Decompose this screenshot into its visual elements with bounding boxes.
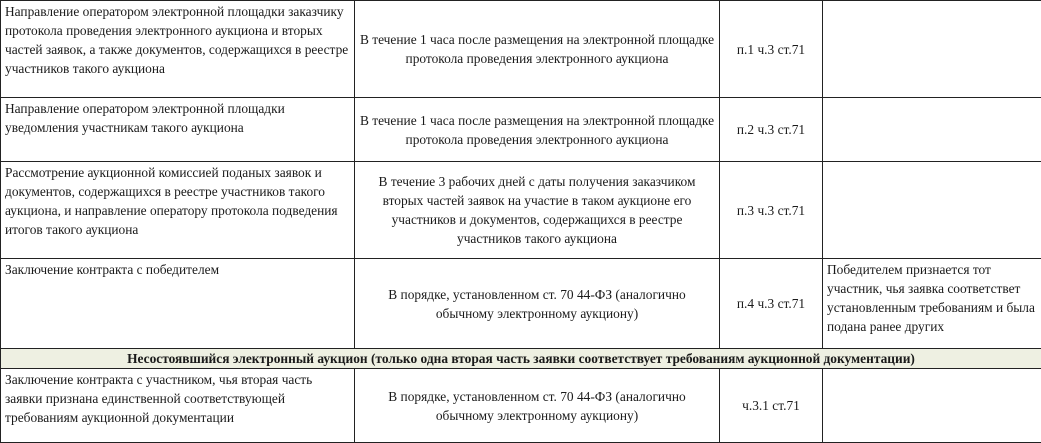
stage-cell: Направление оператором электронной площадки уведомления участникам такого аукциона <box>1 98 355 162</box>
note-cell <box>823 369 1041 443</box>
table-row <box>1 98 1041 162</box>
section-header: Несостоявшийся электронный аукцион (только одна вторая часть заявки соответствует требованиям аукционной документации) <box>1 349 1041 369</box>
law-reference-cell: ч.3.1 ст.71 <box>720 369 823 443</box>
table-row <box>1 1 1041 98</box>
law-reference-cell: п.3 ч.3 ст.71 <box>720 162 823 259</box>
law-reference-cell: п.2 ч.3 ст.71 <box>720 98 823 162</box>
deadline-cell: В порядке, установленном ст. 70 44-ФЗ (аналогично обычному электронному аукциону) <box>355 369 720 443</box>
deadline-cell: В течение 1 часа после размещения на электронной площадке протокола проведения электронного аукциона <box>355 1 720 98</box>
stage-cell: Рассмотрение аукционной комиссией поданых заявок и документов, содержащихся в реестре участников такого аукциона, и направление оператору протокола подведения итогов такого аукциона <box>1 162 355 259</box>
deadline-cell: В течение 1 часа после размещения на электронной площадке протокола проведения электронного аукциона <box>355 98 720 162</box>
table-row <box>1 162 1041 259</box>
stage-cell: Направление оператором электронной площадки заказчику протокола проведения электронного аукциона и вторых частей заявок, а также документов, содержащихся в реестре участников такого аукциона <box>1 1 355 98</box>
note-cell <box>823 162 1041 259</box>
deadline-cell: В течение 3 рабочих дней с даты получения заказчиком вторых частей заявок на участие в таком аукционе его участников и документов, содержащихся в реестре участников такого аукциона <box>355 162 720 259</box>
law-reference-cell: п.4 ч.3 ст.71 <box>720 259 823 349</box>
stage-cell: Заключение контракта с участником, чья вторая часть заявки признана единственной соответствующей требованиям аукционной документации <box>1 369 355 443</box>
deadline-cell: В порядке, установленном ст. 70 44-ФЗ (аналогично обычному электронному аукциону) <box>355 259 720 349</box>
note-cell: Победителем признается тот участник, чья заявка соответствет установленным требованиям и была подана ранее других <box>823 259 1041 349</box>
table-row <box>1 259 1041 349</box>
note-cell <box>823 98 1041 162</box>
law-reference-cell: п.1 ч.3 ст.71 <box>720 1 823 98</box>
section-header-row <box>1 349 1041 369</box>
note-cell <box>823 1 1041 98</box>
stage-cell: Заключение контракта с победителем <box>1 259 355 349</box>
table-row <box>1 369 1041 443</box>
